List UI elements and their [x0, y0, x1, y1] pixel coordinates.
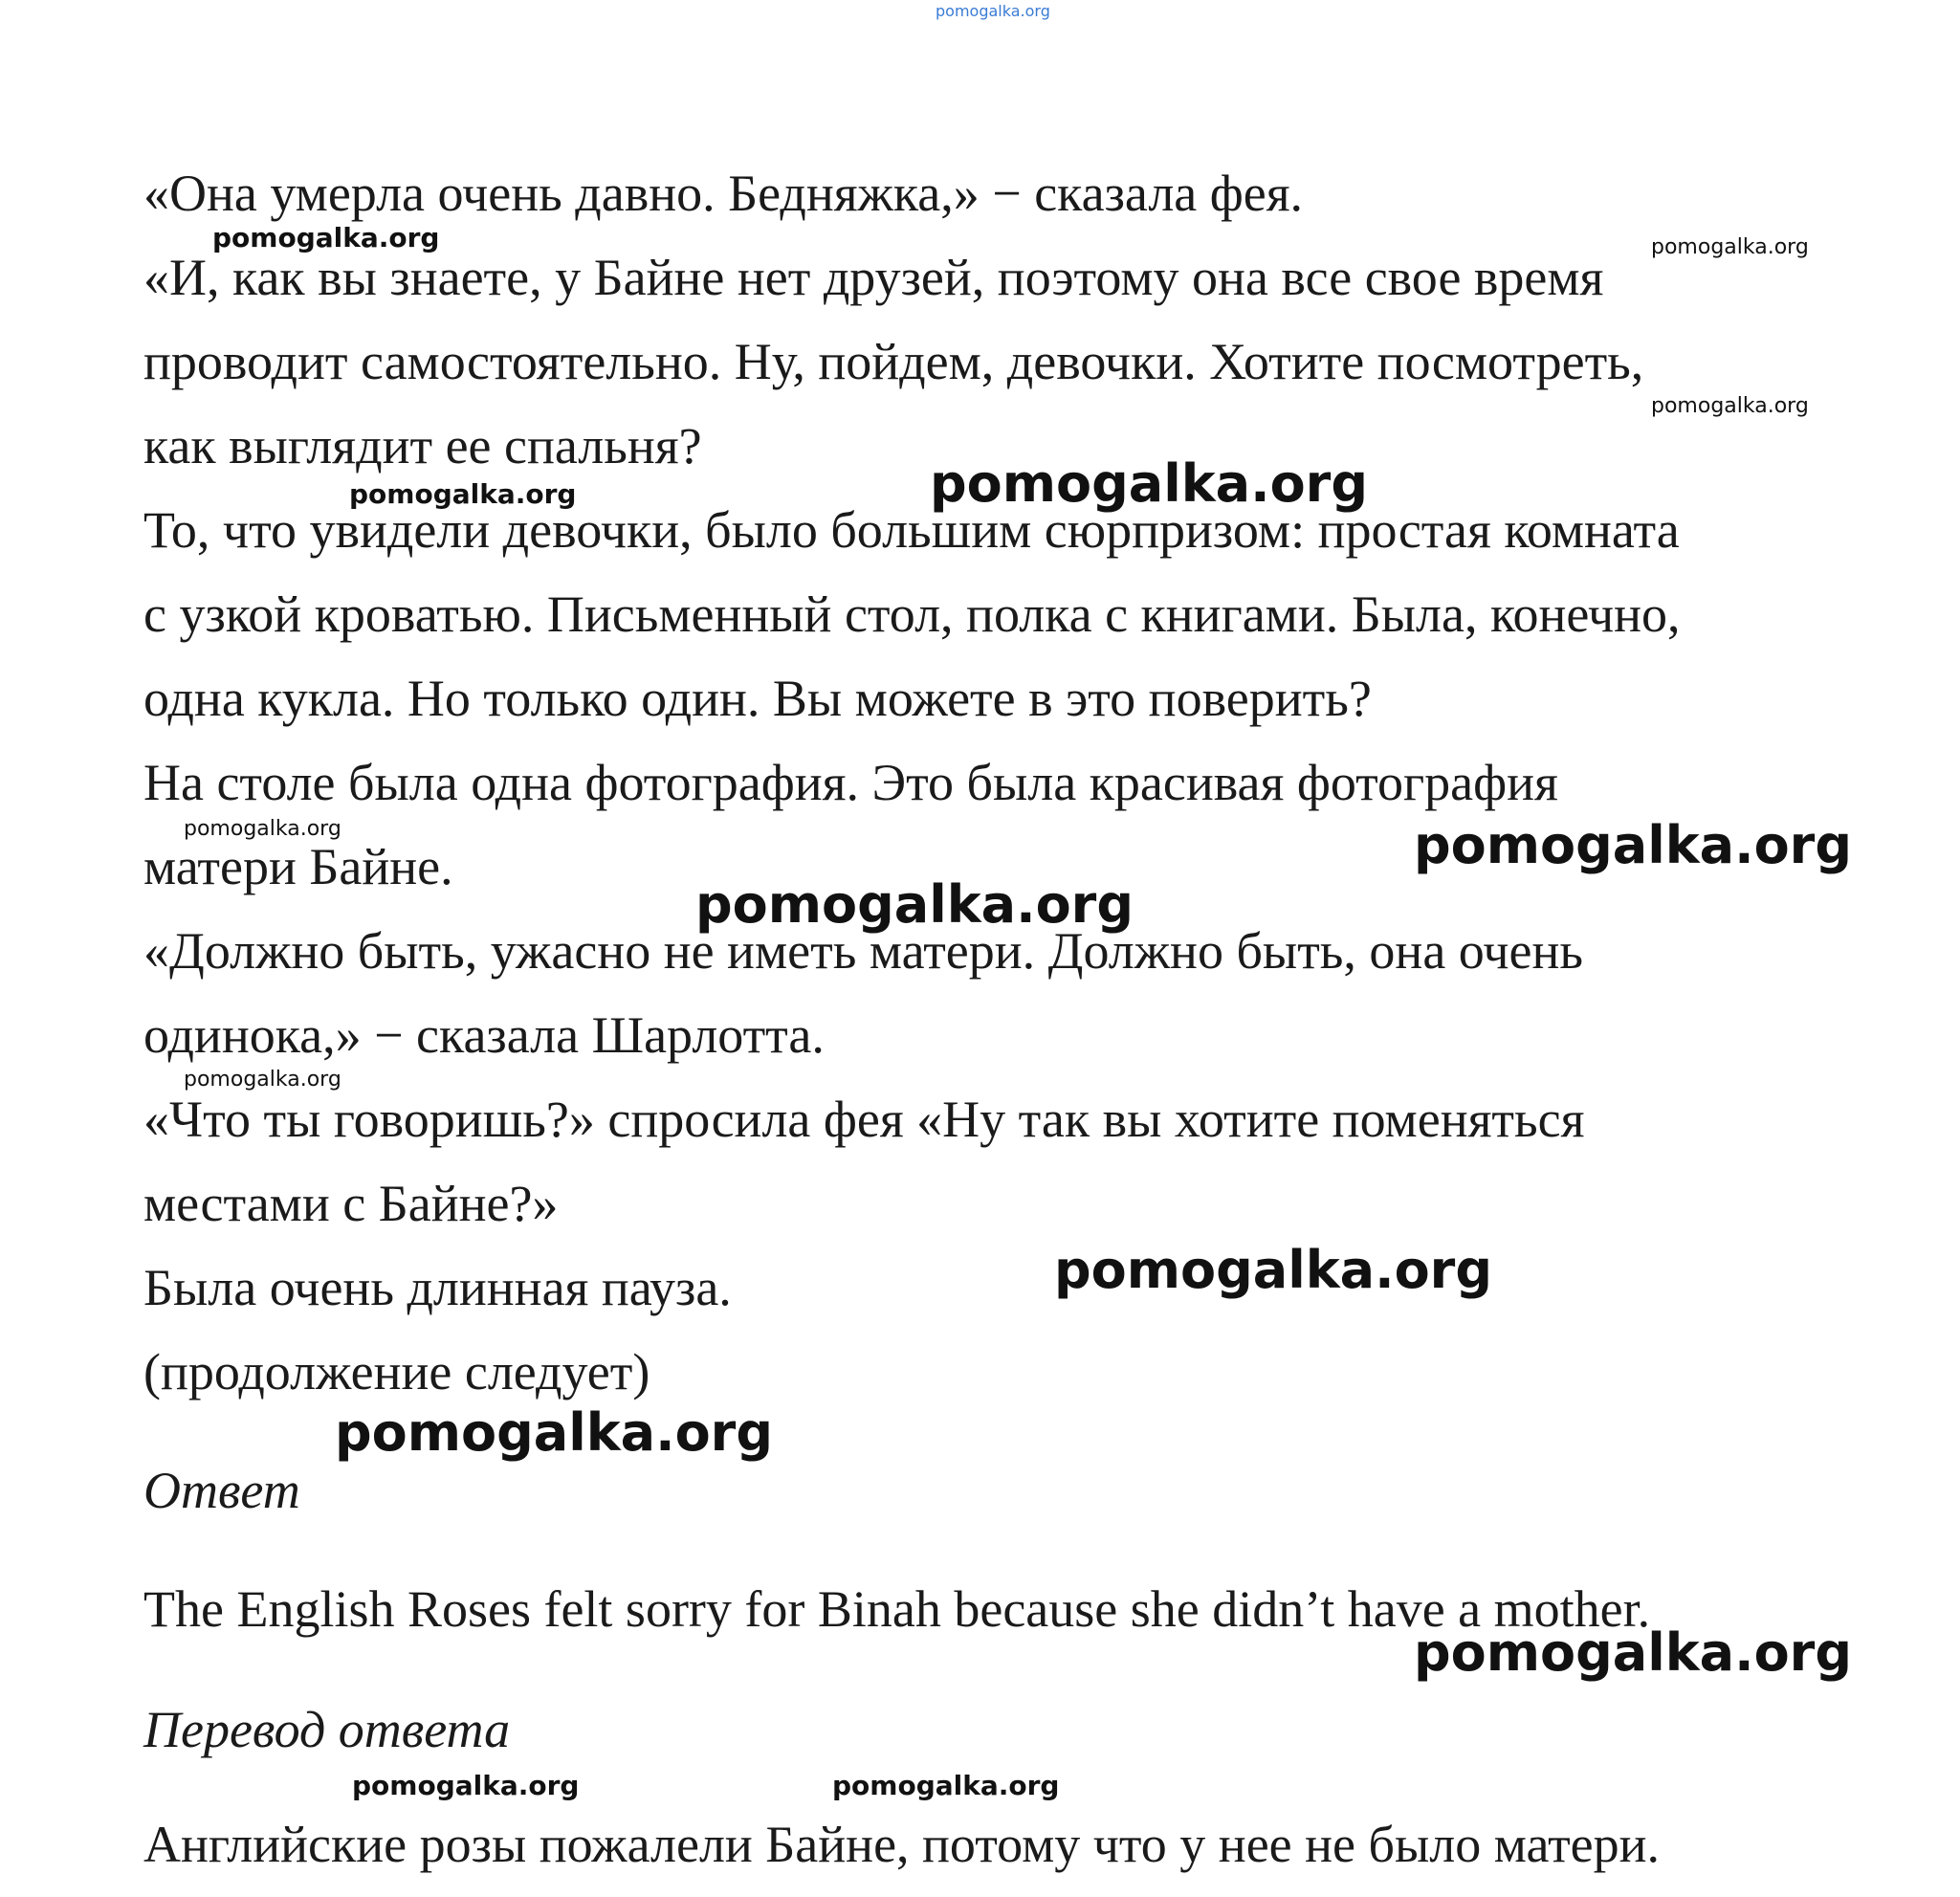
text-line: «Должно быть, ужасно не иметь матери. Должно быть, она очень	[143, 922, 1584, 980]
watermark-large: pomogalka.org	[1054, 1240, 1492, 1300]
text-line: То, что увидели девочки, было большим сюрпризом: простая комната	[143, 501, 1680, 559]
answer-heading: Ответ	[143, 1462, 300, 1519]
text-line: с узкой кроватью. Письменный стол, полка с книгами. Была, конечно,	[143, 585, 1681, 643]
text-line: проводит самостоятельно. Ну, пойдем, девочки. Хотите посмотреть,	[143, 333, 1644, 390]
text-line: На столе была одна фотография. Это была красивая фотография	[143, 754, 1558, 811]
watermark-large: pomogalka.org	[1414, 1622, 1852, 1683]
text-line: «Что ты говоришь?» спросила фея «Ну так вы хотите поменяться	[143, 1091, 1585, 1148]
watermark: pomogalka.org	[349, 478, 577, 510]
watermark: pomogalka.org	[1651, 394, 1809, 418]
watermark-large: pomogalka.org	[930, 453, 1368, 514]
watermark-top: pomogalka.org	[936, 2, 1050, 20]
text-line: одна кукла. Но только один. Вы можете в это поверить?	[143, 670, 1372, 727]
text-line: местами с Байне?»	[143, 1175, 559, 1232]
watermark: pomogalka.org	[1651, 235, 1809, 259]
watermark: pomogalka.org	[184, 817, 341, 841]
watermark-large: pomogalka.org	[1414, 815, 1852, 875]
text-line: как выглядит ее спальня?	[143, 417, 702, 474]
watermark: pomogalka.org	[352, 1770, 580, 1801]
text-line: одинока,» − сказала Шарлотта.	[143, 1006, 825, 1064]
text-line: «И, как вы знаете, у Байне нет друзей, поэтому она все свое время	[143, 249, 1604, 306]
text-line: матери Байне.	[143, 838, 453, 895]
watermark-large: pomogalka.org	[695, 874, 1134, 935]
text-line: (продолжение следует)	[143, 1343, 650, 1401]
translation-heading: Перевод ответа	[143, 1701, 511, 1758]
watermark: pomogalka.org	[832, 1770, 1060, 1801]
watermark: pomogalka.org	[212, 222, 440, 254]
text-line: Была очень длинная пауза.	[143, 1259, 732, 1316]
watermark: pomogalka.org	[184, 1068, 341, 1092]
text-line: «Она умерла очень давно. Бедняжка,» − сказала фея.	[143, 165, 1304, 222]
answer-text: The English Roses felt sorry for Binah because she didn’t have a mother.	[143, 1580, 1651, 1638]
translation-text: Английские розы пожалели Байне, потому что у нее не было матери.	[143, 1816, 1661, 1873]
watermark-large: pomogalka.org	[335, 1402, 773, 1463]
